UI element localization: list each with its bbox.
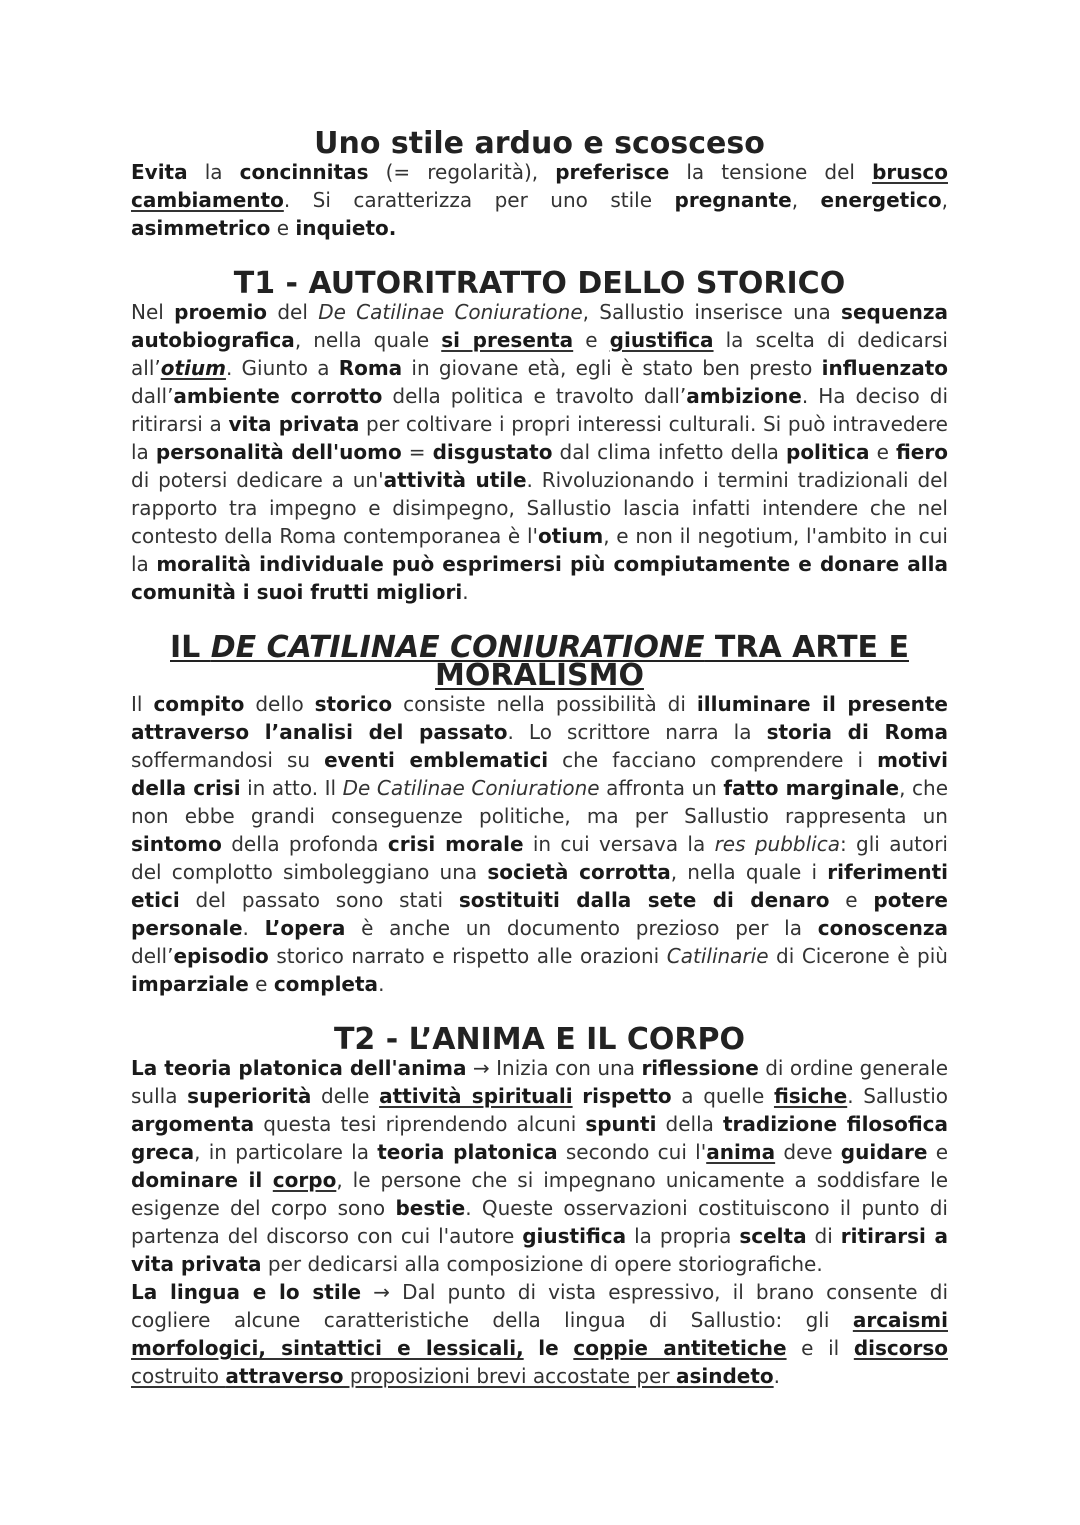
text-run: energetico xyxy=(820,188,942,212)
text-run: otium xyxy=(538,524,604,548)
text-run: argomenta xyxy=(131,1112,255,1136)
text-run: proposizioni brevi accostate per xyxy=(343,1364,676,1388)
text-run: giustifica xyxy=(522,1224,627,1248)
text-run: La teoria platonica dell'anima xyxy=(131,1056,467,1080)
text-run: costruito xyxy=(131,1364,226,1388)
text-run: sintomo xyxy=(131,832,222,856)
text-run: ambiente corrotto xyxy=(173,384,383,408)
text-run: illuminare il presente attraverso l’analisi del passato xyxy=(131,692,948,744)
text-run: L’opera xyxy=(264,916,346,940)
text-run: spunti xyxy=(585,1112,657,1136)
text-run: episodio xyxy=(173,944,269,968)
text-run: otium xyxy=(160,356,226,380)
text-run: inquieto. xyxy=(295,216,397,240)
text-run: attraverso xyxy=(225,1364,344,1388)
text-run: fisiche xyxy=(773,1084,848,1108)
text-run: coppie antitetiche xyxy=(573,1336,787,1360)
text-run: giustifica xyxy=(609,328,714,352)
text-run: vita privata xyxy=(228,412,360,436)
text-run: anima xyxy=(706,1140,776,1164)
section-t1 xyxy=(131,266,949,606)
section-paragraph: Nel proemio del De Catilinae Coniuratione, Sallustio inserisce una sequenza autobiografica, nella quale si presenta e giustifica la scelta di dedicarsi all’otium. Giunto a Roma in giovane età, egli è stato ben presto influenzato dall’ambiente corrotto della politica e travolto dall’ambizione. Ha deciso di ritirarsi a vita privata per coltivare i propri interessi culturali. Si può intravedere la personalità dell'uomo = disgustato dal clima infetto della politica e fiero di potersi dedicare a un'attività utile. Rivoluzionando i termini tradizionali del rapporto tra impegno e disimpegno, Sallustio lascia infatti intendere che nel contesto della Roma contemporanea è l'otium, e non il negotium, l'ambito in cui la moralità individuale può esprimersi più compiutamente e donare alla comunità i suoi frutti migliori. xyxy=(131,300,949,604)
text-run: res pubblica xyxy=(714,832,840,856)
text-run: disgustato xyxy=(432,440,553,464)
text-run: asindeto xyxy=(675,1364,774,1388)
text-run: compito xyxy=(153,692,245,716)
text-run: rispetto xyxy=(582,1084,672,1108)
text-run: si presenta xyxy=(441,328,574,352)
section-title: T2 - L’ANIMA E IL CORPO xyxy=(333,1022,746,1057)
section-paragraph: Evita la concinnitas (= regolarità), preferisce la tensione del brusco cambiamento. Si caratterizza per uno stile pregnante, energetico, asimmetrico e inquieto. xyxy=(131,160,949,240)
text-run: corpo xyxy=(272,1168,337,1192)
text-run: conoscenza xyxy=(817,916,948,940)
text-run: motivi della crisi xyxy=(131,748,948,800)
text-run: preferisce xyxy=(555,160,670,184)
text-run: crisi morale xyxy=(387,832,524,856)
text-run: scelta xyxy=(739,1224,807,1248)
section-title xyxy=(131,630,948,693)
section-paragraph: Il compito dello storico consiste nella possibilità di illuminare il presente attraverso l’analisi del passato. Lo scrittore narra la storia di Roma soffermandosi su eventi emblematici che facciano comprendere i motivi della crisi in atto. Il De Catilinae Coniuratione affronta un fatto marginale, che non ebbe grandi conseguenze politiche, ma per Sallustio rappresenta un sintomo della profonda crisi morale in cui versava la res pubblica: gli autori del complotto simboleggiano una società corrotta, nella quale i riferimenti etici del passato sono stati sostituiti dalla sete di denaro e potere personale. L’opera è anche un documento prezioso per la conoscenza dell’episodio storico narrato e rispetto alle orazioni Catilinarie di Cicerone è più imparziale e completa. xyxy=(131,692,949,996)
text-run: moralità individuale può esprimersi più compiutamente e donare alla comunità i suoi frutti migliori xyxy=(131,552,948,604)
section-title: T1 - AUTORITRATTO DELLO STORICO xyxy=(233,266,846,301)
text-run: politica xyxy=(786,440,870,464)
document-page xyxy=(131,126,949,1390)
section-title-text: IL DE CATILINAE CONIURATIONE TRA ARTE E MORALISMO xyxy=(170,630,909,693)
text-run: dominare il xyxy=(131,1168,273,1192)
text-run: completa xyxy=(273,972,379,996)
text-run: sostituiti dalla sete di denaro xyxy=(458,888,830,912)
text-run: potere personale xyxy=(131,888,948,940)
section-paragraph: La lingua e lo stile → Dal punto di vista espressivo, il brano consente di cogliere alcune caratteristiche della lingua di Sallustio: gli arcaismi morfologici, sintattici e lessicali, le coppie antitetiche e il discorso costruito attraverso proposizioni brevi accostate per asindeto. xyxy=(131,1280,949,1388)
text-run: bestie xyxy=(395,1196,466,1220)
text-run: storico xyxy=(314,692,393,716)
text-run: guidare xyxy=(840,1140,928,1164)
text-run: pregnante xyxy=(674,188,792,212)
text-run: le xyxy=(538,1336,559,1360)
text-run: eventi emblematici xyxy=(324,748,549,772)
text-run: influenzato xyxy=(821,356,948,380)
text-run: Evita xyxy=(131,160,188,184)
text-run: asimmetrico xyxy=(131,216,271,240)
text-run: fatto marginale xyxy=(723,776,900,800)
section-stile xyxy=(131,126,949,242)
text-run: sequenza autobiografica xyxy=(131,300,949,352)
text-run: teoria platonica xyxy=(377,1140,558,1164)
text-run: brusco cambiamento xyxy=(131,160,948,212)
section-title: Uno stile arduo e scosceso xyxy=(314,126,765,161)
text-run: riflessione xyxy=(641,1056,759,1080)
text-run: La lingua e lo stile xyxy=(131,1280,362,1304)
text-run: concinnitas xyxy=(239,160,369,184)
text-run: DE CATILINAE CONIURATIONE xyxy=(210,630,705,665)
text-run: ambizione xyxy=(686,384,802,408)
text-run: storia di Roma xyxy=(766,720,949,744)
text-run: personalità dell'uomo xyxy=(155,440,402,464)
text-run: proemio xyxy=(174,300,268,324)
text-run: imparziale xyxy=(131,972,249,996)
text-run: attività utile xyxy=(383,468,527,492)
section-arte-moralismo xyxy=(131,630,949,998)
text-run: discorso xyxy=(853,1336,949,1360)
text-run: arcaismi morfologici, sintattici e lessicali, xyxy=(131,1308,948,1360)
text-run: De Catilinae Coniuratione xyxy=(342,776,600,800)
text-run: Catilinarie xyxy=(666,944,769,968)
text-run: tradizione filosofica greca xyxy=(131,1112,948,1164)
text-run: fiero xyxy=(895,440,948,464)
section-t2 xyxy=(131,1022,949,1390)
text-run: attività spirituali xyxy=(379,1084,573,1108)
text-run: superiorità xyxy=(187,1084,312,1108)
section-paragraph: La teoria platonica dell'anima → Inizia con una riflessione di ordine generale sulla superiorità delle attività spirituali rispetto a quelle fisiche. Sallustio argomenta questa tesi riprendendo alcuni spunti della tradizione filosofica greca, in particolare la teoria platonica secondo cui l'anima deve guidare e dominare il corpo, le persone che si impegnano unicamente a soddisfare le esigenze del corpo sono bestie. Queste osservazioni costituiscono il punto di partenza del discorso con cui l'autore giustifica la propria scelta di ritirarsi a vita privata per dedicarsi alla composizione di opere storiografiche. xyxy=(131,1056,949,1276)
text-run: ritirarsi a vita privata xyxy=(131,1224,948,1276)
text-run: Roma xyxy=(338,356,403,380)
text-run: riferimenti etici xyxy=(131,860,948,912)
text-run: De Catilinae Coniuratione xyxy=(318,300,583,324)
text-run: società corrotta xyxy=(487,860,671,884)
